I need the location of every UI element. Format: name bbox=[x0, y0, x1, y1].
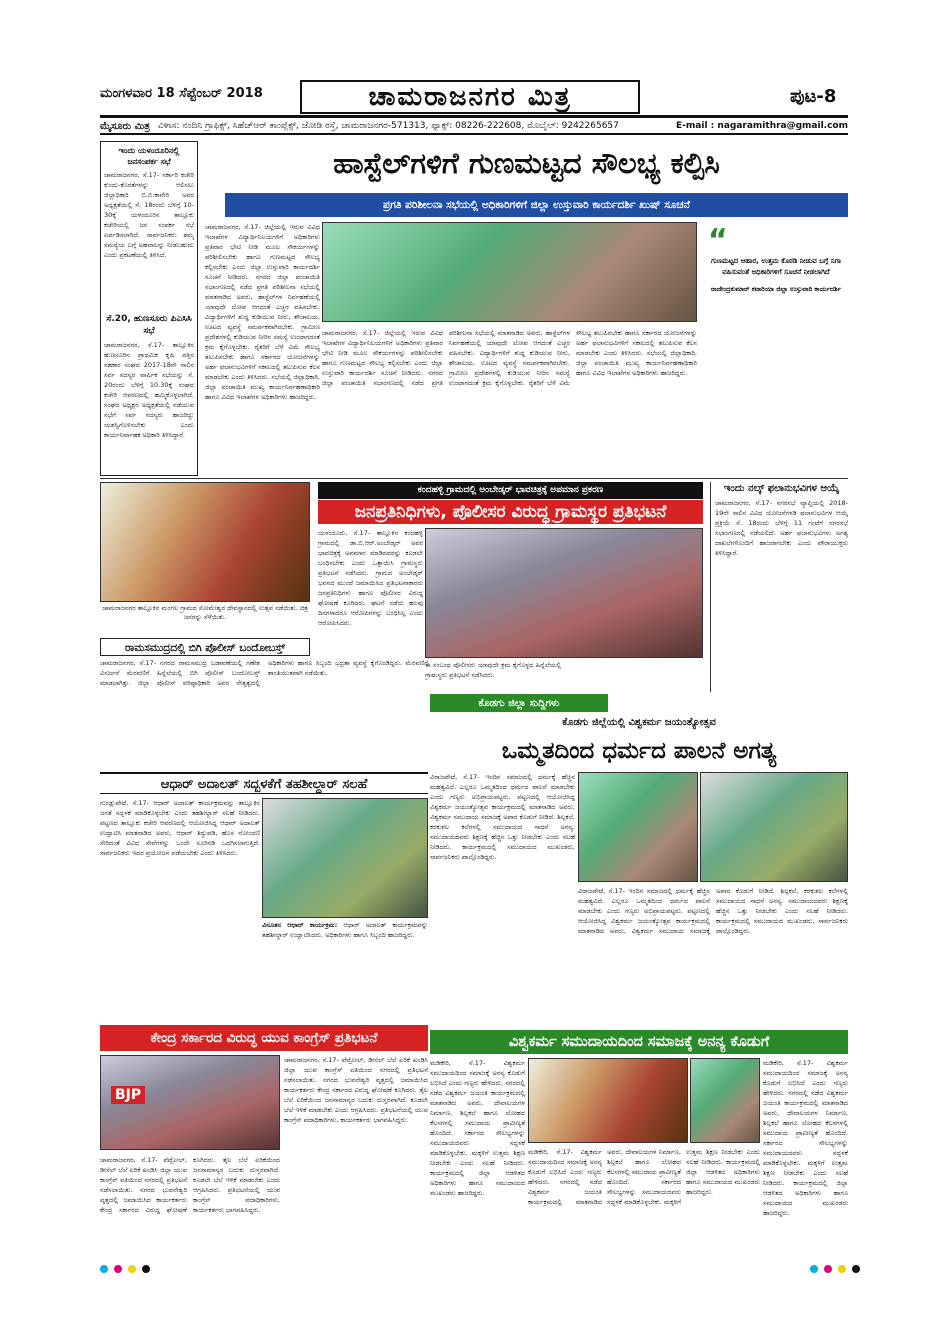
masthead-rule bbox=[100, 115, 848, 118]
festival-photo bbox=[100, 482, 310, 602]
left-text-1: ಚಾಮರಾಜನಗರ, ಸೆ.17- ಸರ್ಕಾರಿ ಕಚೇರಿ ಕುಂದು-ಕೊರತೆಗಳನ್ನು ಆಲಿಸಲು ಜಿಲ್ಲಾಧಿಕಾರಿ ಬಿ.ಬಿ.ಕಾವೇರಿ ಅವರ ಅಧ್ಯಕ್ಷತೆಯಲ್ಲಿ ಸೆ. 18ರಂದು ಬೆಳಿಗ್ಗೆ 10-30ಕ್ಕೆ ಯಳಂದೂರಿನ ತಾಲ್ಲೂಕು ಕಚೇರಿಯಲ್ಲಿ ಜನ ಸಂಪರ್ಕ ಸಭೆ ಏರ್ಪಡಿಸಲಾಗಿದೆ. ಸಾರ್ವಜನಿಕರು ತಮ್ಮ ಸಮಸ್ಯೆಯ ಬಗ್ಗೆ ಅಹವಾಲನ್ನು ನೀಡಬಹುದು ಎಂದು ಪ್ರಕಟಣೆಯಲ್ಲಿ ತಿಳಿಸಿದೆ. bbox=[104, 171, 194, 259]
festival-caption: ಚಾಮರಾಜನಗರ ತಾಲ್ಲೂಕಿನ ಮಂಗಲ ಗ್ರಾಮದ ಸೋಮೇಶ್ವರ ದೇವಸ್ಥಾನದಲ್ಲಿ ಉತ್ಸವ ನಡೆಯಿತು. ಚಿತ್ರ ಜನರನ್ನು ಸೆಳೆಯಿತು. bbox=[102, 604, 308, 621]
congress-photo-sign: BJP bbox=[111, 1086, 145, 1104]
kodagu-photo-1 bbox=[578, 772, 698, 882]
register-dot-cyan bbox=[810, 1265, 818, 1273]
vishwakarma-text-cont: ಮಡಿಕೇರಿ, ಸೆ.17- ವಿಶ್ವಕರ್ಮ ಸಮುದಾಯದಿಂದ ಸಮಾಜಕ್ಕೆ ಅನನ್ಯ ಕೊಡುಗೆ ಲಭಿಸಿದೆ ಎಂದು ಗಣ್ಯರು ಹೇಳಿದರು. ನಗರದಲ್ಲಿ ನಡೆದ ವಿಶ್ವಕರ್ಮ ಜಯಂತಿ ಕಾರ್ಯಕ್ರಮದಲ್ಲಿ ಮಾತನಾಡಿದ ಅವರು, ದೇವಾಲಯಗಳ ನಿರ್ಮಾಣ, ಶಿಲ್ಪಕಲೆ ಹಾಗೂ ಲೋಹದ ಕೆಲಸಗಳಲ್ಲಿ ಸಮುದಾಯ ಪ್ರಾವೀಣ್ಯತೆ ಹೊಂದಿದೆ. ಸರ್ಕಾರದ ಸೌಲಭ್ಯಗಳನ್ನು ಸಮುದಾಯದವರು ಸದ್ಬಳಕೆ ಮಾಡಿಕೊಳ್ಳಬೇಕು. ಮಕ್ಕಳಿಗೆ ಉತ್ತಮ ಶಿಕ್ಷಣ ನೀಡಬೇಕು ಎಂದು ಸಲಹೆ ನೀಡಿದರು. ಕಾರ್ಯಕ್ರಮದಲ್ಲಿ ಜಿಲ್ಲಾ ಆಡಳಿತದ ಅಧಿಕಾರಿಗಳು ಹಾಗೂ ಸಮುದಾಯದ ಮುಖಂಡರು ಹಾಜರಿದ್ದರು. bbox=[528, 1148, 760, 1206]
info-bar-email: E-mail : nagaramithra@gmail.com bbox=[676, 121, 848, 131]
register-dot-yellow bbox=[838, 1265, 846, 1273]
protest-text: ಯಳಂದೂರು, ಸೆ.17- ತಾಲ್ಲೂಕಿನ ಕಂದಹಳ್ಳಿ ಗ್ರಾಮದಲ್ಲಿ ಡಾ.ಬಿ.ಆರ್.ಅಂಬೇಡ್ಕರ್ ಅವರ ಭಾವಚಿತ್ರಕ್ಕೆ ಅಪಮಾನ ಮಾಡಿದವರನ್ನು ಕೂಡಲೇ ಬಂಧಿಸಬೇಕು ಎಂದು ಒತ್ತಾಯಿಸಿ ಗ್ರಾಮಸ್ಥರು ಪ್ರತಿಭಟನೆ ನಡೆಸಿದರು. ಗ್ರಾಮದ ಅಂಬೇಡ್ಕರ್ ಭವನದ ಮುಂದೆ ಜಮಾಯಿಸಿದ ಪ್ರತಿಭಟನಾಕಾರರು ಜನಪ್ರತಿನಿಧಿಗಳು ಹಾಗೂ ಪೊಲೀಸರ ವಿರುದ್ಧ ಘೋಷಣೆ ಕೂಗಿದರು. ಘಟನೆ ನಡೆದು ಹಲವು ದಿನಗಳಾದರೂ ಆರೋಪಿಗಳನ್ನು ಬಂಧಿಸಿಲ್ಲ ಎಂದು ಆರೋಪಿಸಿದರು. bbox=[318, 529, 423, 627]
lead-headline: ಹಾಸ್ಟೆಲ್‌ಗಳಿಗೆ ಗುಣಮಟ್ಟದ ಸೌಲಭ್ಯ ಕಲ್ಪಿಸಿ bbox=[333, 146, 720, 180]
protest-photo bbox=[425, 528, 703, 658]
left-headline-2: ಸೆ.20, ಹುಣಸೂರು ಪಿಎಸಿಸಿ ಸಭೆ bbox=[106, 314, 192, 336]
congress-photo bbox=[100, 1055, 280, 1150]
lights-text: ಚಾಮರಾಜನಗರ, ಸೆ.17- ನಗರಸಭೆ ವ್ಯಾಪ್ತಿಯಲ್ಲಿ 2018-19ನೇ ಸಾಲಿನ ವಿವಿಧ ಯೋಜನೆಗಳಡಿ ಫಲಾನುಭವಿಗಳ ಆಯ್ಕೆ ಪ್ರಕ್ರಿಯೆ ಸೆ. 18ರಂದು ಬೆಳಿಗ್ಗೆ 11 ಗಂಟೆಗೆ ನಗರಸಭೆ ಸಭಾಂಗಣದಲ್ಲಿ ನಡೆಯಲಿದೆ. ಅರ್ಹ ಫಲಾನುಭವಿಗಳು ಅಗತ್ಯ ದಾಖಲೆಗಳೊಂದಿಗೆ ಹಾಜರಾಗಬೇಕು ಎಂದು ಪೌರಾಯುಕ್ತರು ತಿಳಿಸಿದ್ದಾರೆ. bbox=[715, 499, 848, 557]
left-text-2: ಚಾಮರಾಜನಗರ, ಸೆ.17- ತಾಲ್ಲೂಕಿನ ಹುಣಸೂರಿನ ಪ್ರಾಥಮಿಕ ಕೃಷಿ ಪತ್ತಿನ ಸಹಕಾರ ಸಂಘದ 2017-18ನೇ ಸಾಲಿನ ಸರ್ವ ಸದಸ್ಯರ ವಾರ್ಷಿಕ ಸಭೆಯನ್ನು ಸೆ. 20ರಂದು ಬೆಳಿಗ್ಗೆ 10.30ಕ್ಕೆ ಸಂಘದ ಕಚೇರಿ ಆವರಣದಲ್ಲಿ ಹಮ್ಮಿಕೊಳ್ಳಲಾಗಿದೆ. ಸಂಘದ ಅಧ್ಯಕ್ಷರ ಅಧ್ಯಕ್ಷತೆಯಲ್ಲಿ ನಡೆಯುವ ಸಭೆಗೆ ಸರ್ವ ಸದಸ್ಯರು ಹಾಜರಿದ್ದು ಯಶಸ್ವಿಗೊಳಿಸಬೇಕು ಎಂದು ಕಾರ್ಯನಿರ್ವಾಹಕ ಅಧಿಕಾರಿ ತಿಳಿಸಿದ್ದಾರೆ. bbox=[104, 341, 194, 439]
register-marks bbox=[100, 1265, 150, 1273]
kodagu-text-cont: ವಿರಾಜಪೇಟೆ, ಸೆ.17- ಇಂದಿನ ಸಮಾಜದಲ್ಲಿ ಧರ್ಮಕ್ಕೆ ಹೆಚ್ಚಿನ ಮಹತ್ವವಿದೆ. ಎಲ್ಲರೂ ಒಮ್ಮತದಿಂದ ಧರ್ಮದ ಪಾಲನೆ ಮಾಡಬೇಕು ಎಂದು ಗಣ್ಯರು ಅಭಿಪ್ರಾಯಪಟ್ಟರು. ಪಟ್ಟಣದಲ್ಲಿ ಆಯೋಜಿಸಿದ್ದ ವಿಶ್ವಕರ್ಮ ಜಯಂತ್ಯೋತ್ಸವ ಕಾರ್ಯಕ್ರಮದಲ್ಲಿ ಮಾತನಾಡಿದ ಅವರು, ವಿಶ್ವಕರ್ಮ ಸಮುದಾಯ ಸಮಾಜಕ್ಕೆ ಅಪಾರ ಕೊಡುಗೆ ನೀಡಿದೆ. ಶಿಲ್ಪಕಲೆ, ಕರಕುಶಲ ಕಲೆಗಳಲ್ಲಿ ಸಮುದಾಯದ ಸಾಧನೆ ಅನನ್ಯ. ಸಮುದಾಯದವರು ಶಿಕ್ಷಣಕ್ಕೆ ಹೆಚ್ಚಿನ ಒತ್ತು ನೀಡಬೇಕು ಎಂದು ಸಲಹೆ ನೀಡಿದರು. ಕಾರ್ಯಕ್ರಮದಲ್ಲಿ ಸಮುದಾಯದ ಮುಖಂಡರು, ಸಾರ್ವಜನಿಕರು ಪಾಲ್ಗೊಂಡಿದ್ದರು. bbox=[578, 887, 848, 935]
register-dot-cyan bbox=[100, 1265, 108, 1273]
vishwakarma-photo-1 bbox=[528, 1058, 688, 1143]
kodagu-photo-2 bbox=[700, 772, 848, 882]
lead-subhead: ಪ್ರಗತಿ ಪರಿಶೀಲನಾ ಸಭೆಯಲ್ಲಿ ಅಧಿಕಾರಿಗಳಿಗೆ ಜಿಲ್ಲಾ ಉಸ್ತುವಾರಿ ಕಾರ್ಯದರ್ಶಿ ಖುಷ್ ಸೂಚನೆ bbox=[225, 193, 848, 217]
register-dot-magenta bbox=[824, 1265, 832, 1273]
info-bar bbox=[100, 119, 848, 135]
left-headline-1: ಇಂದು ಯಳಂದೂರಿನಲ್ಲಿ ಜನಸಂಪರ್ಕ ಸಭೆ bbox=[118, 146, 180, 166]
register-dot-black bbox=[852, 1265, 860, 1273]
congress-text: ಚಾಮರಾಜನಗರ, ಸೆ.17- ಪೆಟ್ರೋಲ್, ಡೀಸೆಲ್ ಬೆಲೆ ಏರಿಕೆ ಖಂಡಿಸಿ ಜಿಲ್ಲಾ ಯುವ ಕಾಂಗ್ರೆಸ್ ವತಿಯಿಂದ ನಗರದಲ್ಲಿ ಪ್ರತಿಭಟನೆ ನಡೆಸಲಾಯಿತು. ನಗರದ ಭುವನೇಶ್ವರಿ ವೃತ್ತದಲ್ಲಿ ಜಮಾಯಿಸಿದ ಕಾರ್ಯಕರ್ತರು ಕೇಂದ್ರ ಸರ್ಕಾರದ ವಿರುದ್ಧ ಘೋಷಣೆ ಕೂಗಿದರು. ತೈಲ ಬೆಲೆ ಏರಿಕೆಯಿಂದ ಜನಸಾಮಾನ್ಯರ ಬದುಕು ದುಸ್ತರವಾಗಿದೆ. ಕೂಡಲೇ ಬೆಲೆ ಇಳಿಕೆ ಮಾಡಬೇಕು ಎಂದು ಆಗ್ರಹಿಸಿದರು. ಪ್ರತಿಭಟನೆಯಲ್ಲಿ ಯುವ ಕಾಂಗ್ರೆಸ್ ಪದಾಧಿಕಾರಿಗಳು, ಕಾರ್ಯಕರ್ತರು ಭಾಗವಹಿಸಿದ್ದರು. bbox=[100, 1156, 280, 1214]
aadhaar-caption bbox=[262, 920, 428, 1023]
lights-box bbox=[710, 482, 848, 692]
left-column-box bbox=[100, 141, 198, 476]
aadhaar-caption-text: ಆಧಾರ್ ಅದಾಲತ್ ಕಾರ್ಯಕ್ರಮವನ್ನು ತಹಶೀಲ್ದಾರ್ ಉದ್ಘಾಟಿಸಿದರು. ಅಧಿಕಾರಿಗಳು ಹಾಗೂ ಸಿಬ್ಬಂದಿ ಹಾಜರಿದ್ದರು. bbox=[262, 921, 428, 939]
masthead-date: ಮಂಗಳವಾರ 18 ಸೆಪ್ಟೆಂಬರ್ 2018 bbox=[100, 86, 263, 101]
lead-text-cont: ಚಾಮರಾಜನಗರ, ಸೆ.17- ಜಿಲ್ಲೆಯಲ್ಲಿ ಇರುವ ವಿವಿಧ ಇಲಾಖೆಗಳ ವಿದ್ಯಾರ್ಥಿನಿಲಯಗಳಿಗೆ ಅಧಿಕಾರಿಗಳು ಪ್ರತಿವಾರ ಭೇಟಿ ನೀಡಿ ಮೂಲ ಸೌಕರ್ಯಗಳನ್ನು ಪರಿಶೀಲಿಸಬೇಕು ಹಾಗೂ ಗುಣಮಟ್ಟದ ಸೌಲಭ್ಯ ಕಲ್ಪಿಸಬೇಕು ಎಂದು ಜಿಲ್ಲಾ ಉಸ್ತುವಾರಿ ಕಾರ್ಯದರ್ಶಿ ಸೂಚನೆ ನೀಡಿದರು. ನಗರದ ಜಿಲ್ಲಾ ಪಂಚಾಯಿತಿ ಸಭಾಂಗಣದಲ್ಲಿ ನಡೆದ ಪ್ರಗತಿ ಪರಿಶೀಲನಾ ಸಭೆಯಲ್ಲಿ ಮಾತನಾಡಿದ ಅವರು, ಹಾಸ್ಟೆಲ್‌ಗಳ ನಿರ್ವಹಣೆಯಲ್ಲಿ ಯಾವುದೇ ಲೋಪ ಆಗದಂತೆ ಎಚ್ಚರ ವಹಿಸಬೇಕು. ವಿದ್ಯಾರ್ಥಿಗಳಿಗೆ ಶುದ್ಧ ಕುಡಿಯುವ ನೀರು, ಶೌಚಾಲಯ, ಊಟದ ವ್ಯವಸ್ಥೆ ಸಮರ್ಪಕವಾಗಿರಬೇಕು. ಗ್ರಾಮೀಣ ಪ್ರದೇಶಗಳಲ್ಲಿ ಕುಡಿಯುವ ನೀರಿನ ಸಮಸ್ಯೆ ಉಂಟಾಗದಂತೆ ಕ್ರಮ ಕೈಗೊಳ್ಳಬೇಕು. ರೈತರಿಗೆ ಬೆಳೆ ವಿಮೆ ಸೌಲಭ್ಯ ತಲುಪಿಸಬೇಕು ಹಾಗೂ ಸರ್ಕಾರದ ಯೋಜನೆಗಳನ್ನು ಅರ್ಹ ಫಲಾನುಭವಿಗಳಿಗೆ ಸಕಾಲದಲ್ಲಿ ತಲುಪಿಸುವ ಕೆಲಸ ಮಾಡಬೇಕು ಎಂದು ತಿಳಿಸಿದರು. ಸಭೆಯಲ್ಲಿ ಜಿಲ್ಲಾಧಿಕಾರಿ, ಜಿಲ್ಲಾ ಪಂಚಾಯಿತಿ ಮುಖ್ಯ ಕಾರ್ಯನಿರ್ವಹಣಾಧಿಕಾರಿ ಹಾಗೂ ವಿವಿಧ ಇಲಾಖೆಗಳ ಅಧಿಕಾರಿಗಳು ಹಾಜರಿದ್ದರು. bbox=[322, 329, 697, 387]
lead-photo bbox=[322, 222, 697, 322]
register-marks-right bbox=[810, 1265, 860, 1273]
police-headline: ರಾಮಸಮುದ್ರದಲ್ಲಿ ಬಿಗಿ ಪೊಲೀಸ್ ಬಂದೋಬಸ್ತ್ bbox=[100, 638, 310, 656]
kodagu-band: ಕೊಡಗು ಜಿಲ್ಲಾ ಸುದ್ದಿಗಳು bbox=[430, 694, 608, 712]
divider bbox=[100, 478, 848, 479]
lights-headline: ಇಂದು ನಲ್ಕ್ ಫಲಾನುಭವಿಗಳ ಆಯ್ಕೆ bbox=[723, 483, 840, 494]
aadhaar-headline: ಆಧಾರ್ ಅದಾಲತ್ ಸದ್ಬಳಕೆಗೆ ತಹಶೀಲ್ದಾರ್ ಸಲಹೆ bbox=[100, 772, 428, 794]
aadhaar-photo bbox=[262, 798, 428, 918]
info-bar-address: ವಿಳಾಸ: ನಂದಿನಿ ಗ್ರಾಫಿಕ್ಸ್, ಸಿಹೆಚ್‌ಆರ್ ಕಾಂಪ್ಲೆಕ್ಸ್, ಜೋಡಿ ರಸ್ತೆ, ಚಾಮರಾಜನಗರ-571313, ಫ್ಯಾಕ್ಸ್: 08226-222608, ಮೊಬೈಲ್: 9242265657 bbox=[157, 121, 619, 131]
kodagu-headline: ಒಮ್ಮತದಿಂದ ಧರ್ಮದ ಪಾಲನೆ ಅಗತ್ಯ bbox=[501, 738, 777, 764]
info-bar-brand: ಮೈಸೂರು ಮಿತ್ರ bbox=[100, 120, 150, 132]
protest-caption: ಈ ಸಂಬಂಧ ಪೊಲೀಸರು ಯಾವುದೇ ಕ್ರಮ ಕೈಗೊಳ್ಳದ ಹಿನ್ನೆಲೆಯಲ್ಲಿ ಗ್ರಾಮಸ್ಥರು ಪ್ರತಿಭಟನೆ ನಡೆಸಿದರು. bbox=[425, 661, 561, 679]
protest-kicker: ಕಂದಹಳ್ಳಿ ಗ್ರಾಮದಲ್ಲಿ ಅಂಬೇಡ್ಕರ್ ಭಾವಚಿತ್ರಕ್ಕೆ ಅಪಮಾನ ಪ್ರಕರಣ bbox=[318, 482, 703, 499]
vishwakarma-text-right: ಮಡಿಕೇರಿ, ಸೆ.17- ವಿಶ್ವಕರ್ಮ ಸಮುದಾಯದಿಂದ ಸಮಾಜಕ್ಕೆ ಅನನ್ಯ ಕೊಡುಗೆ ಲಭಿಸಿದೆ ಎಂದು ಗಣ್ಯರು ಹೇಳಿದರು. ನಗರದಲ್ಲಿ ನಡೆದ ವಿಶ್ವಕರ್ಮ ಜಯಂತಿ ಕಾರ್ಯಕ್ರಮದಲ್ಲಿ ಮಾತನಾಡಿದ ಅವರು, ದೇವಾಲಯಗಳ ನಿರ್ಮಾಣ, ಶಿಲ್ಪಕಲೆ ಹಾಗೂ ಲೋಹದ ಕೆಲಸಗಳಲ್ಲಿ ಸಮುದಾಯ ಪ್ರಾವೀಣ್ಯತೆ ಹೊಂದಿದೆ. ಸರ್ಕಾರದ ಸೌಲಭ್ಯಗಳನ್ನು ಸಮುದಾಯದವರು ಸದ್ಬಳಕೆ ಮಾಡಿಕೊಳ್ಳಬೇಕು. ಮಕ್ಕಳಿಗೆ ಉತ್ತಮ ಶಿಕ್ಷಣ ನೀಡಬೇಕು ಎಂದು ಸಲಹೆ ನೀಡಿದರು. ಕಾರ್ಯಕ್ರಮದಲ್ಲಿ ಜಿಲ್ಲಾ ಆಡಳಿತದ ಅಧಿಕಾರಿಗಳು ಹಾಗೂ ಸಮುದಾಯದ ಮುಖಂಡರು ಹಾಜರಿದ್ದರು. bbox=[763, 1059, 848, 1217]
register-dot-black bbox=[142, 1265, 150, 1273]
register-dot-yellow bbox=[128, 1265, 136, 1273]
quote-mark-icon: “ bbox=[708, 223, 728, 258]
aadhaar-caption-label: ವಿನೂತನ ಆಧಾರ್ ಕಾರ್ಯಕ್ರಮ: bbox=[262, 921, 338, 929]
vishwakarma-photo-2 bbox=[690, 1058, 760, 1143]
page-number: ಪುಟ-8 bbox=[790, 86, 837, 107]
lead-text: ಚಾಮರಾಜನಗರ, ಸೆ.17- ಜಿಲ್ಲೆಯಲ್ಲಿ ಇರುವ ವಿವಿಧ ಇಲಾಖೆಗಳ ವಿದ್ಯಾರ್ಥಿನಿಲಯಗಳಿಗೆ ಅಧಿಕಾರಿಗಳು ಪ್ರತಿವಾರ ಭೇಟಿ ನೀಡಿ ಮೂಲ ಸೌಕರ್ಯಗಳನ್ನು ಪರಿಶೀಲಿಸಬೇಕು ಹಾಗೂ ಗುಣಮಟ್ಟದ ಸೌಲಭ್ಯ ಕಲ್ಪಿಸಬೇಕು ಎಂದು ಜಿಲ್ಲಾ ಉಸ್ತುವಾರಿ ಕಾರ್ಯದರ್ಶಿ ಸೂಚನೆ ನೀಡಿದರು. ನಗರದ ಜಿಲ್ಲಾ ಪಂಚಾಯಿತಿ ಸಭಾಂಗಣದಲ್ಲಿ ನಡೆದ ಪ್ರಗತಿ ಪರಿಶೀಲನಾ ಸಭೆಯಲ್ಲಿ ಮಾತನಾಡಿದ ಅವರು, ಹಾಸ್ಟೆಲ್‌ಗಳ ನಿರ್ವಹಣೆಯಲ್ಲಿ ಯಾವುದೇ ಲೋಪ ಆಗದಂತೆ ಎಚ್ಚರ ವಹಿಸಬೇಕು. ವಿದ್ಯಾರ್ಥಿಗಳಿಗೆ ಶುದ್ಧ ಕುಡಿಯುವ ನೀರು, ಶೌಚಾಲಯ, ಊಟದ ವ್ಯವಸ್ಥೆ ಸಮರ್ಪಕವಾಗಿರಬೇಕು. ಗ್ರಾಮೀಣ ಪ್ರದೇಶಗಳಲ್ಲಿ ಕುಡಿಯುವ ನೀರಿನ ಸಮಸ್ಯೆ ಉಂಟಾಗದಂತೆ ಕ್ರಮ ಕೈಗೊಳ್ಳಬೇಕು. ರೈತರಿಗೆ ಬೆಳೆ ವಿಮೆ ಸೌಲಭ್ಯ ತಲುಪಿಸಬೇಕು ಹಾಗೂ ಸರ್ಕಾರದ ಯೋಜನೆಗಳನ್ನು ಅರ್ಹ ಫಲಾನುಭವಿಗಳಿಗೆ ಸಕಾಲದಲ್ಲಿ ತಲುಪಿಸುವ ಕೆಲಸ ಮಾಡಬೇಕು ಎಂದು ತಿಳಿಸಿದರು. ಸಭೆಯಲ್ಲಿ ಜಿಲ್ಲಾಧಿಕಾರಿ, ಜಿಲ್ಲಾ ಪಂಚಾಯಿತಿ ಮುಖ್ಯ ಕಾರ್ಯನಿರ್ವಹಣಾಧಿಕಾರಿ ಹಾಗೂ ವಿವಿಧ ಇಲಾಖೆಗಳ ಅಧಿಕಾರಿಗಳು ಹಾಜರಿದ್ದರು. bbox=[205, 223, 320, 401]
quote-author: ರಾಜೇಂದ್ರಕುಮಾರ್ ಕಟಾರಿಯಾ ಜಿಲ್ಲಾ ಉಸ್ತುವಾರಿ ಕಾರ್ಯದರ್ಶಿ bbox=[710, 285, 842, 293]
police-text: ಚಾಮರಾಜನಗರ, ಸೆ.17- ನಗರದ ರಾಮಸಮುದ್ರ ಬಡಾವಣೆಯಲ್ಲಿ ಗಣೇಶ ವಿಸರ್ಜನೆ ಮೆರವಣಿಗೆ ಹಿನ್ನೆಲೆಯಲ್ಲಿ ಬಿಗಿ ಪೊಲೀಸ್ ಬಂದೋಬಸ್ತ್ ಮಾಡಲಾಗಿತ್ತು. ಜಿಲ್ಲಾ ಪೊಲೀಸ್ ವರಿಷ್ಠಾಧಿಕಾರಿ ಅವರ ನೇತೃತ್ವದಲ್ಲಿ ಅಧಿಕಾರಿಗಳು ಹಾಗೂ ಸಿಬ್ಬಂದಿ ಭದ್ರತಾ ವ್ಯವಸ್ಥೆ ಕೈಗೊಂಡಿದ್ದರು. ಮೆರವಣಿಗೆ ಶಾಂತಿಯುತವಾಗಿ ನಡೆಯಿತು. bbox=[100, 659, 428, 687]
kodagu-text: ವಿರಾಜಪೇಟೆ, ಸೆ.17- ಇಂದಿನ ಸಮಾಜದಲ್ಲಿ ಧರ್ಮಕ್ಕೆ ಹೆಚ್ಚಿನ ಮಹತ್ವವಿದೆ. ಎಲ್ಲರೂ ಒಮ್ಮತದಿಂದ ಧರ್ಮದ ಪಾಲನೆ ಮಾಡಬೇಕು ಎಂದು ಗಣ್ಯರು ಅಭಿಪ್ರಾಯಪಟ್ಟರು. ಪಟ್ಟಣದಲ್ಲಿ ಆಯೋಜಿಸಿದ್ದ ವಿಶ್ವಕರ್ಮ ಜಯಂತ್ಯೋತ್ಸವ ಕಾರ್ಯಕ್ರಮದಲ್ಲಿ ಮಾತನಾಡಿದ ಅವರು, ವಿಶ್ವಕರ್ಮ ಸಮುದಾಯ ಸಮಾಜಕ್ಕೆ ಅಪಾರ ಕೊಡುಗೆ ನೀಡಿದೆ. ಶಿಲ್ಪಕಲೆ, ಕರಕುಶಲ ಕಲೆಗಳಲ್ಲಿ ಸಮುದಾಯದ ಸಾಧನೆ ಅನನ್ಯ. ಸಮುದಾಯದವರು ಶಿಕ್ಷಣಕ್ಕೆ ಹೆಚ್ಚಿನ ಒತ್ತು ನೀಡಬೇಕು ಎಂದು ಸಲಹೆ ನೀಡಿದರು. ಕಾರ್ಯಕ್ರಮದಲ್ಲಿ ಸಮುದಾಯದ ಮುಖಂಡರು, ಸಾರ್ವಜನಿಕರು ಪಾಲ್ಗೊಂಡಿದ್ದರು. bbox=[430, 773, 575, 861]
congress-headline: ಕೇಂದ್ರ ಸರ್ಕಾರದ ವಿರುದ್ಧ ಯುವ ಕಾಂಗ್ರೆಸ್ ಪ್ರತಿಭಟನೆ bbox=[100, 1025, 428, 1051]
vishwakarma-headline: ವಿಶ್ವಕರ್ಮ ಸಮುದಾಯದಿಂದ ಸಮಾಜಕ್ಕೆ ಅನನ್ಯ ಕೊಡುಗೆ bbox=[430, 1030, 848, 1054]
aadhaar-text: ಗುಂಡ್ಲುಪೇಟೆ, ಸೆ.17- ಆಧಾರ್ ಅದಾಲತ್ ಕಾರ್ಯಕ್ರಮವನ್ನು ತಾಲ್ಲೂಕಿನ ಜನತೆ ಸದ್ಬಳಕೆ ಮಾಡಿಕೊಳ್ಳಬೇಕು ಎಂದು ತಹಶೀಲ್ದಾರ್ ಸಲಹೆ ನೀಡಿದರು. ಪಟ್ಟಣದ ತಾಲ್ಲೂಕು ಕಚೇರಿ ಆವರಣದಲ್ಲಿ ಆಯೋಜಿಸಿದ್ದ ಆಧಾರ್ ಅದಾಲತ್ ಉದ್ಘಾಟಿಸಿ ಮಾತನಾಡಿದ ಅವರು, ಆಧಾರ್ ತಿದ್ದುಪಡಿ, ಹೊಸ ನೋಂದಣಿ ಸೇರಿದಂತೆ ವಿವಿಧ ಸೇವೆಗಳನ್ನು ಒಂದೇ ಸೂರಿನಡಿ ಒದಗಿಸಲಾಗುತ್ತಿದೆ. ಸಾರ್ವಜನಿಕರು ಇದರ ಪ್ರಯೋಜನ ಪಡೆಯಬೇಕು ಎಂದು ತಿಳಿಸಿದರು. bbox=[100, 799, 260, 857]
vishwakarma-text: ಮಡಿಕೇರಿ, ಸೆ.17- ವಿಶ್ವಕರ್ಮ ಸಮುದಾಯದಿಂದ ಸಮಾಜಕ್ಕೆ ಅನನ್ಯ ಕೊಡುಗೆ ಲಭಿಸಿದೆ ಎಂದು ಗಣ್ಯರು ಹೇಳಿದರು. ನಗರದಲ್ಲಿ ನಡೆದ ವಿಶ್ವಕರ್ಮ ಜಯಂತಿ ಕಾರ್ಯಕ್ರಮದಲ್ಲಿ ಮಾತನಾಡಿದ ಅವರು, ದೇವಾಲಯಗಳ ನಿರ್ಮಾಣ, ಶಿಲ್ಪಕಲೆ ಹಾಗೂ ಲೋಹದ ಕೆಲಸಗಳಲ್ಲಿ ಸಮುದಾಯ ಪ್ರಾವೀಣ್ಯತೆ ಹೊಂದಿದೆ. ಸರ್ಕಾರದ ಸೌಲಭ್ಯಗಳನ್ನು ಸಮುದಾಯದವರು ಸದ್ಬಳಕೆ ಮಾಡಿಕೊಳ್ಳಬೇಕು. ಮಕ್ಕಳಿಗೆ ಉತ್ತಮ ಶಿಕ್ಷಣ ನೀಡಬೇಕು ಎಂದು ಸಲಹೆ ನೀಡಿದರು. ಕಾರ್ಯಕ್ರಮದಲ್ಲಿ ಜಿಲ್ಲಾ ಆಡಳಿತದ ಅಧಿಕಾರಿಗಳು ಹಾಗೂ ಸಮುದಾಯದ ಮುಖಂಡರು ಹಾಜರಿದ್ದರು. bbox=[430, 1059, 525, 1197]
kodagu-kicker: ಕೊಡಗು ಜಿಲ್ಲೆಯಲ್ಲಿ ವಿಶ್ವಕರ್ಮ ಜಯಂತ್ಯೋತ್ಸವ bbox=[562, 717, 716, 728]
quote-box bbox=[704, 222, 848, 476]
masthead-title: ಚಾಮರಾಜನಗರ ಮಿತ್ರ bbox=[300, 80, 640, 114]
quote-text: ಗುಣಮಟ್ಟದ ಆಹಾರ, ಉತ್ತಮ ಕೊಠಡಿ ನೀಡುವ ಬಗ್ಗೆ ನಿಗಾ ವಹಿಸುವಂತೆ ಅಧಿಕಾರಿಗಳಿಗೆ ಸೂಚನೆ ನೀಡಲಾಗಿದೆ bbox=[710, 257, 842, 276]
register-dot-magenta bbox=[114, 1265, 122, 1273]
protest-headline: ಜನಪ್ರತಿನಿಧಿಗಳು, ಪೊಲೀಸರ ವಿರುದ್ಧ ಗ್ರಾಮಸ್ಥರ ಪ್ರತಿಭಟನೆ bbox=[318, 500, 703, 524]
congress-text-cont: ಚಾಮರಾಜನಗರ, ಸೆ.17- ಪೆಟ್ರೋಲ್, ಡೀಸೆಲ್ ಬೆಲೆ ಏರಿಕೆ ಖಂಡಿಸಿ ಜಿಲ್ಲಾ ಯುವ ಕಾಂಗ್ರೆಸ್ ವತಿಯಿಂದ ನಗರದಲ್ಲಿ ಪ್ರತಿಭಟನೆ ನಡೆಸಲಾಯಿತು. ನಗರದ ಭುವನೇಶ್ವರಿ ವೃತ್ತದಲ್ಲಿ ಜಮಾಯಿಸಿದ ಕಾರ್ಯಕರ್ತರು ಕೇಂದ್ರ ಸರ್ಕಾರದ ವಿರುದ್ಧ ಘೋಷಣೆ ಕೂಗಿದರು. ತೈಲ ಬೆಲೆ ಏರಿಕೆಯಿಂದ ಜನಸಾಮಾನ್ಯರ ಬದುಕು ದುಸ್ತರವಾಗಿದೆ. ಕೂಡಲೇ ಬೆಲೆ ಇಳಿಕೆ ಮಾಡಬೇಕು ಎಂದು ಆಗ್ರಹಿಸಿದರು. ಪ್ರತಿಭಟನೆಯಲ್ಲಿ ಯುವ ಕಾಂಗ್ರೆಸ್ ಪದಾಧಿಕಾರಿಗಳು, ಕಾರ್ಯಕರ್ತರು ಭಾಗವಹಿಸಿದ್ದರು. bbox=[284, 1056, 428, 1124]
